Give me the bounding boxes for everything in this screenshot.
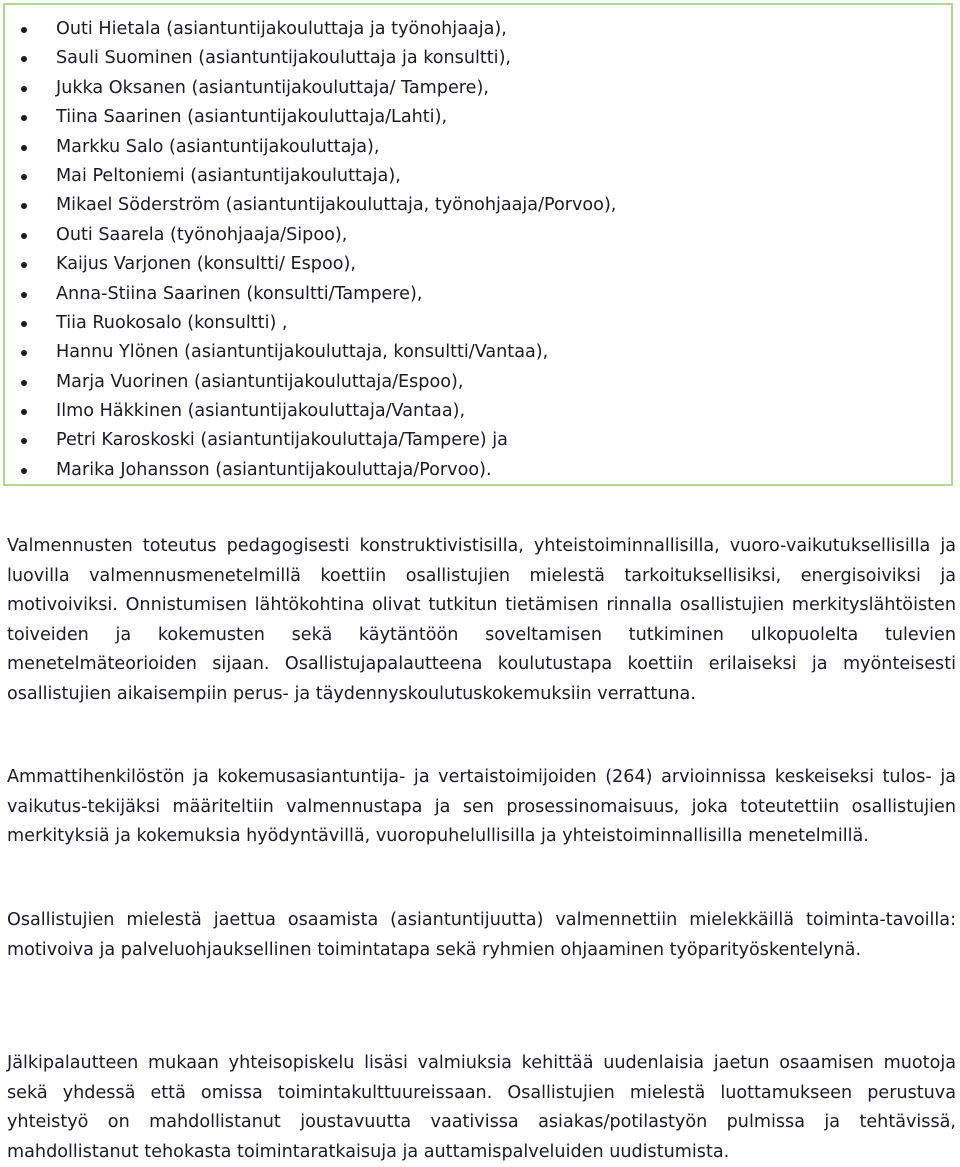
bullet-icon [21, 115, 27, 121]
bullet-icon [21, 56, 27, 62]
list-item-text: Tiina Saarinen (asiantuntijakouluttaja/Lahti), [56, 107, 448, 128]
bullet-icon [21, 86, 27, 92]
bullet-icon [21, 233, 27, 239]
list-item-text: Marja Vuorinen (asiantuntijakouluttaja/Espoo), [56, 371, 464, 392]
paragraph-follow-up-feedback: Jälkipalautteen mukaan yhteisopiskelu lisäsi valmiuksia kehittää uudenlaisia jaetun osaamisen muotoja sekä yhdessä että omissa toimintakulttuureissaan. Osallistujien mielestä luottamukseen perustuva yhteistyö on mahdollistanut joustavuutta vaativissa asiakas/potilastyön pulmissa ja tehtävissä, mahdollistanut tehokasta toimintaratkaisuja ja auttamispalveluiden uudistumista. [7, 1053, 956, 1162]
list-item-text: Marika Johansson (asiantuntijakouluttaja/Porvoo). [56, 459, 492, 480]
bullet-icon [21, 468, 27, 474]
paragraph-training-implementation: Valmennusten toteutus pedagogisesti konstruktivistisilla, yhteistoiminnallisilla, vuoro-vaikutuksellisilla ja luovilla valmennusmenetelmillä koettiin osallistujien mielestä tarkoituksellisiksi, energisoiviksi ja motivoiviksi. Onnistumisen lähtökohtina olivat tutkitun tietämisen rinnalla osallistujien merkityslähtöisten toiveiden ja kokemusten sekä käytäntöön soveltamisen tutkiminen ulkopuolelta tulevien menetelmäteorioiden sijaan. Osallistujapalautteena koulutustapa koettiin erilaiseksi ja myönteisesti osallistujien aikaisempiin perus- ja täydennyskoulutuskokemuksiin verrattuna. [7, 536, 956, 704]
list-item [5, 191, 616, 220]
list-item [5, 74, 616, 103]
list-item [5, 250, 616, 279]
bullet-icon [21, 203, 27, 209]
list-item [5, 221, 616, 250]
list-item-text: Ilmo Häkkinen (asiantuntijakouluttaja/Vantaa), [56, 401, 466, 422]
list-item [5, 456, 616, 485]
list-item [5, 280, 616, 309]
list-item [5, 368, 616, 397]
bullet-icon [21, 380, 27, 386]
list-item-text: Markku Salo (asiantuntijakouluttaja), [56, 136, 380, 157]
list-item-text: Hannu Ylönen (asiantuntijakouluttaja, konsultti/Vantaa), [56, 342, 549, 363]
trainer-list-box [3, 3, 953, 486]
list-item-text: Jukka Oksanen (asiantuntijakouluttaja/ Tampere), [56, 77, 489, 98]
bullet-icon [21, 409, 27, 415]
bullet-icon [21, 27, 27, 33]
trainer-list [5, 15, 616, 485]
list-item [5, 103, 616, 132]
list-item-text: Tiia Ruokosalo (konsultti) , [56, 312, 288, 333]
list-item [5, 397, 616, 426]
paragraph-evaluation-results: Ammattihenkilöstön ja kokemusasiantuntija- ja vertaistoimijoiden (264) arvioinnissa keskeiseksi tulos- ja vaikutus-tekijäksi määriteltiin valmennustapa ja sen prosessinomaisuus, joka toteutettiin osallistujien merkityksiä ja kokemuksia hyödyntävillä, vuoropuhelullisilla ja yhteistoiminnallisilla menetelmillä. [7, 767, 956, 847]
list-item [5, 426, 616, 455]
bullet-icon [21, 438, 27, 444]
list-item-text: Anna-Stiina Saarinen (konsultti/Tampere), [56, 283, 423, 304]
list-item [5, 15, 616, 44]
list-item [5, 133, 616, 162]
list-item-text: Sauli Suominen (asiantuntijakouluttaja ja konsultti), [56, 48, 512, 69]
bullet-icon [21, 174, 27, 180]
list-item [5, 162, 616, 191]
bullet-icon [21, 350, 27, 356]
bullet-icon [21, 292, 27, 298]
list-item-text: Outi Hietala (asiantuntijakouluttaja ja työnohjaaja), [56, 19, 507, 39]
list-item-text: Outi Saarela (työnohjaaja/Sipoo), [56, 224, 348, 245]
list-item-text: Kaijus Varjonen (konsultti/ Espoo), [56, 254, 356, 275]
list-item-text: Mikael Söderström (asiantuntijakouluttaja, työnohjaaja/Porvoo), [56, 195, 617, 216]
list-item [5, 44, 616, 73]
list-item [5, 338, 616, 367]
list-item [5, 309, 616, 338]
list-item-text: Petri Karoskoski (asiantuntijakouluttaja/Tampere) ja [56, 430, 508, 451]
paragraph-shared-expertise: Osallistujien mielestä jaettua osaamista (asiantuntijuutta) valmennettiin mielekkäillä toiminta-tavoilla: motivoiva ja palveluohjauksellinen toimintatapa sekä ryhmien ohjaaminen työparityöskentelynä. [7, 910, 956, 960]
bullet-icon [21, 262, 27, 268]
bullet-icon [21, 145, 27, 151]
list-item-text: Mai Peltoniemi (asiantuntijakouluttaja), [56, 165, 401, 186]
bullet-icon [21, 321, 27, 327]
